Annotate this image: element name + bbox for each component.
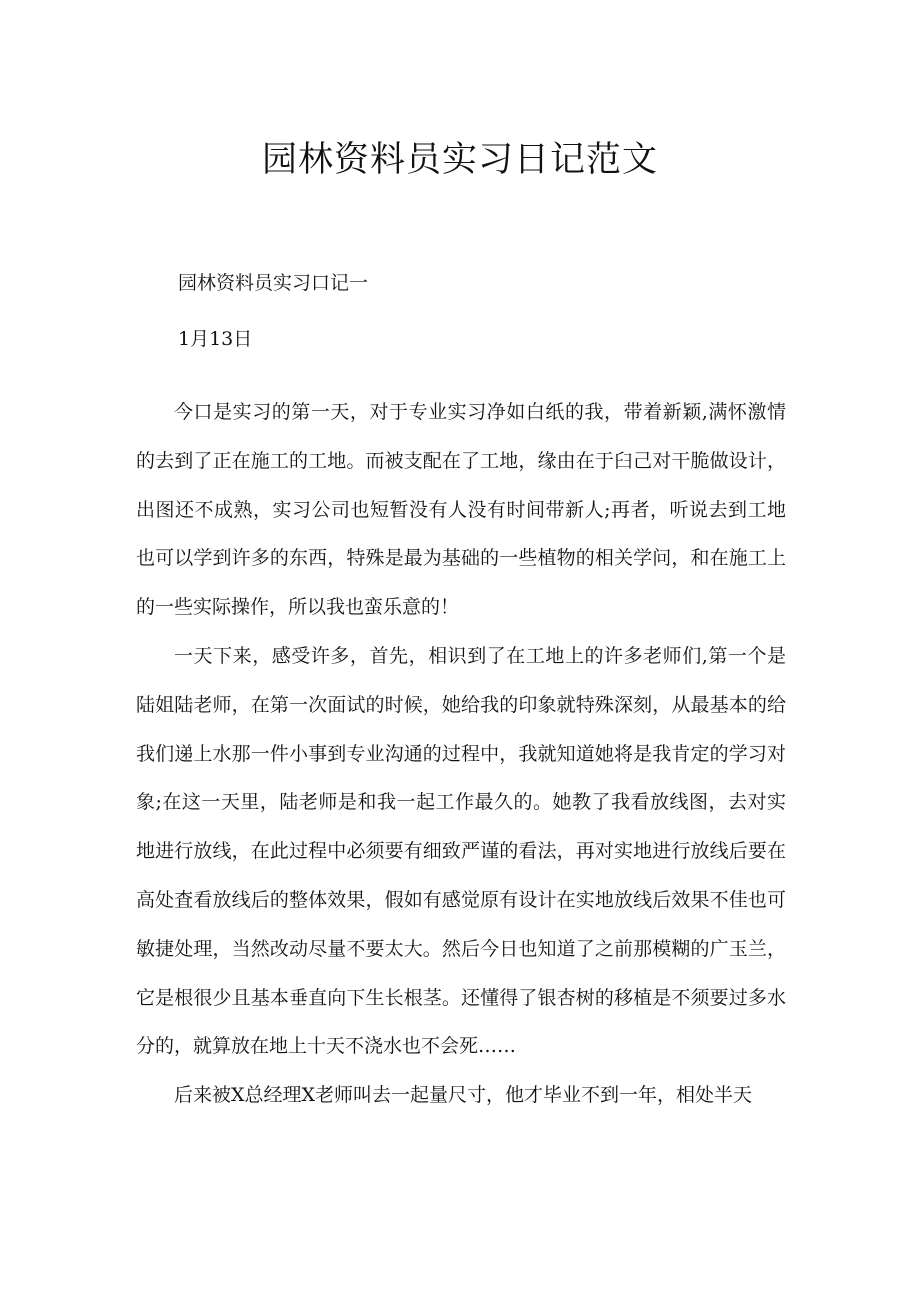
document-body [136, 388, 786, 1120]
diary-date: 1月13日 [178, 328, 253, 350]
paragraph: 后来被X总经理X老师叫去一起量尺寸，他才毕业不到一年，相处半天 [174, 1084, 753, 1107]
paragraph: 一天下来，感受许多，首先，相识到了在工地上的许多老师们,第一个是陆姐陆老师，在第一次面试的时候，她给我的印象就特殊深刻，从最基本的给我们递上水那一件小事到专业沟通的过程中，我就知道她将是我肯定的学习对象;在这一天里，陆老师是和我一起工作最久的。她教了我看放线图，去对实地进行放线，在此过程中必须要有细致严谨的看法，再对实地进行放线后要在高处査看放线后的整体效果，假如有感觉原有设计在实地放线后效果不佳也可敏捷处理，当然改动尽量不要太大。然后今日也知道了之前那模糊的广玉兰，它是根很少且基本垂直向下生长根茎。还懂得了银杏树的移植是不须要过多水分的，就算放在地上十天不浇水也不会死…… [136, 644, 786, 1058]
document-title: 园林资料员实习日记范文 [261, 140, 658, 180]
diary-subtitle: 园林资料员实习口记一 [178, 272, 369, 294]
paragraph: 今口是实习的第一天，对于专业实习净如白纸的我，带着新颖,满怀激情的去到了正在施工的工地。而被支配在了工地，缘由在于臼己对干脆做设计，出图还不成熟，实习公司也短暂没有人没有时间带新人;再者，听说去到工地也可以学到许多的东西，特殊是最为基础的一些植物的相关学问，和在施工上的一些实际操作，所以我也蛮乐意的！ [136, 401, 786, 619]
